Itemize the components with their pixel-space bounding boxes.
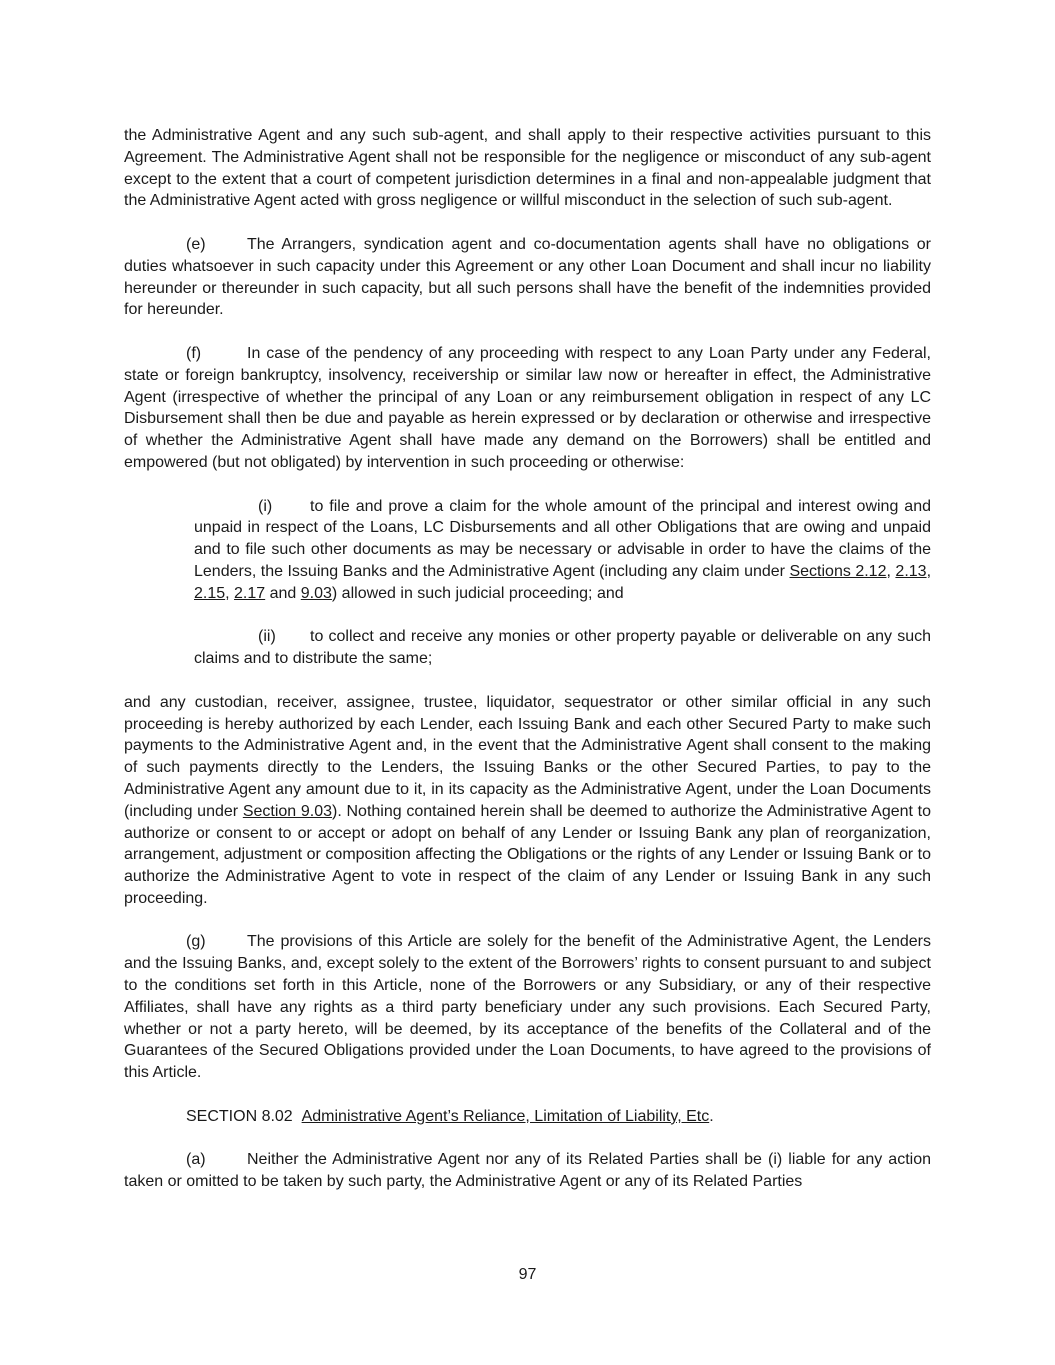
separator: , [886, 562, 896, 580]
paragraph-and-any-custodian [124, 692, 931, 910]
subparagraph-i-tail: ) allowed in such judicial proceeding; and [331, 584, 624, 602]
subparagraph-i-text: to file and prove a claim for the whole amount of the principal and interest owing and unpaid in respect of the Loans, LC Disbursements and all other Obligations that are owing and unpaid and to file such other documents as may be necessary or advisable in order to have the claims of the Lenders, the Issuing Banks and the Administrative Agent (including any claim under [194, 497, 931, 580]
paragraph-a-label: (a) [186, 1151, 206, 1169]
subparagraph-ii [194, 626, 931, 670]
separator: , [225, 584, 235, 602]
section-ref-2-17: 2.17 [234, 584, 266, 602]
paragraph-text-part-2: ). Nothing contained herein shall be deemed to authorize the Administrative Agent to authorize or consent to or accept or adopt on behalf of any Lender or Issuing Bank any plan of reorganization, arrangement, adjustment or composition affecting the Obligations or the rights of any Lender or Issuing Bank or to authorize the Administrative Agent to vote in respect of the claim of any Lender or Issuing Bank in any such proceeding. [124, 802, 932, 907]
document-page [124, 125, 931, 1193]
paragraph-g [124, 931, 931, 1084]
paragraph-a-text: Neither the Administrative Agent nor any of its Related Parties shall be (i) liable for any action taken or omitted to be taken by such party, the Administrative Agent or any of its Related Parties [124, 1151, 931, 1191]
paragraph-continuation: the Administrative Agent and any such sub-agent, and shall apply to their respective activities pursuant to this Agreement. The Administrative Agent shall not be responsible for the negligence or misconduct of any sub-agent except to the extent that a court of competent jurisdiction determines in a final and non-appealable judgment that the Administrative Agent acted with gross negligence or willful misconduct in the selection of such sub-agent. [124, 127, 931, 210]
section-ref-9-03: 9.03 [300, 584, 332, 602]
separator: , [926, 562, 932, 580]
section-ref-9-03-b: Section 9.03 [242, 802, 333, 820]
subparagraph-ii-text: to collect and receive any monies or other property payable or deliverable on any such claims and to distribute the same; [194, 628, 931, 668]
section-title: Administrative Agent’s Reliance, Limitation of Liability, Etc [301, 1107, 710, 1125]
section-heading-8-02 [124, 1106, 931, 1128]
section-ref-2-12: Sections 2.12 [789, 562, 887, 580]
paragraph-f-label: (f) [186, 344, 202, 362]
section-ref-2-15: 2.15 [194, 584, 226, 602]
paragraph-e-text: The Arrangers, syndication agent and co-documentation agents shall have no obligations or duties whatsoever in such capacity under this Agreement or any other Loan Document and shall incur no liability hereunder or thereunder in such capacity, but all such persons shall have the benefit of the indemnities provided for hereunder. [124, 235, 931, 319]
section-number: SECTION 8.02 [186, 1107, 293, 1125]
paragraph-text-part-1: and any custodian, receiver, assignee, trustee, liquidator, sequestrator or other similar official in any such proceeding is hereby authorized by each Lender, each Issuing Bank and each other Secured Party to make such payments to the Administrative Agent and, in the event that the Administrative Agent shall consent to the making of such payments directly to the Lenders, the Issuing Banks or the other Secured Parties, to pay to the Administrative Agent any amount due to it, in its capacity as the Administrative Agent, under the Loan Documents (including under [124, 693, 931, 820]
subparagraph-i [194, 496, 931, 605]
paragraph-e [124, 234, 931, 321]
subparagraph-i-label: (i) [258, 497, 273, 515]
section-ref-2-13: 2.13 [895, 562, 927, 580]
paragraph-f-text: In case of the pendency of any proceeding with respect to any Loan Party under any Federal, state or foreign bankruptcy, insolvency, receivership or similar law now or hereafter in effect, the Administrative Agent (irrespective of whether the principal of any Loan or any reimbursement obligation in respect of any LC Disbursement shall then be due and payable as herein expressed or by declaration or otherwise and irrespective of whether the Administrative Agent shall have made any demand on the Borrowers) shall be entitled and empowered (but not obligated) by intervention in such proceeding or otherwise: [124, 344, 931, 471]
separator: and [265, 584, 301, 602]
paragraph-g-text: The provisions of this Article are solely for the benefit of the Administrative Agent, the Lenders and the Issuing Banks, and, except solely to the extent of the Borrowers’ rights to consent pursuant to and subject to the conditions set forth in this Article, none of the Borrowers or any Subsidiary, or any of their respective Affiliates, shall have any rights as a third party beneficiary under any such provisions. Each Secured Party, whether or not a party hereto, will be deemed, by its acceptance of the benefits of the Collateral and of the Guarantees of the Secured Obligations provided under the Loan Documents, to have agreed to the provisions of this Article. [124, 933, 931, 1082]
paragraph-e-label: (e) [186, 235, 206, 253]
paragraph-a [124, 1149, 931, 1193]
subparagraph-ii-label: (ii) [258, 628, 276, 646]
page-number: 97 [518, 1266, 537, 1283]
section-title-period: . [709, 1107, 714, 1125]
paragraph-f [124, 343, 931, 474]
paragraph-g-label: (g) [186, 933, 206, 951]
